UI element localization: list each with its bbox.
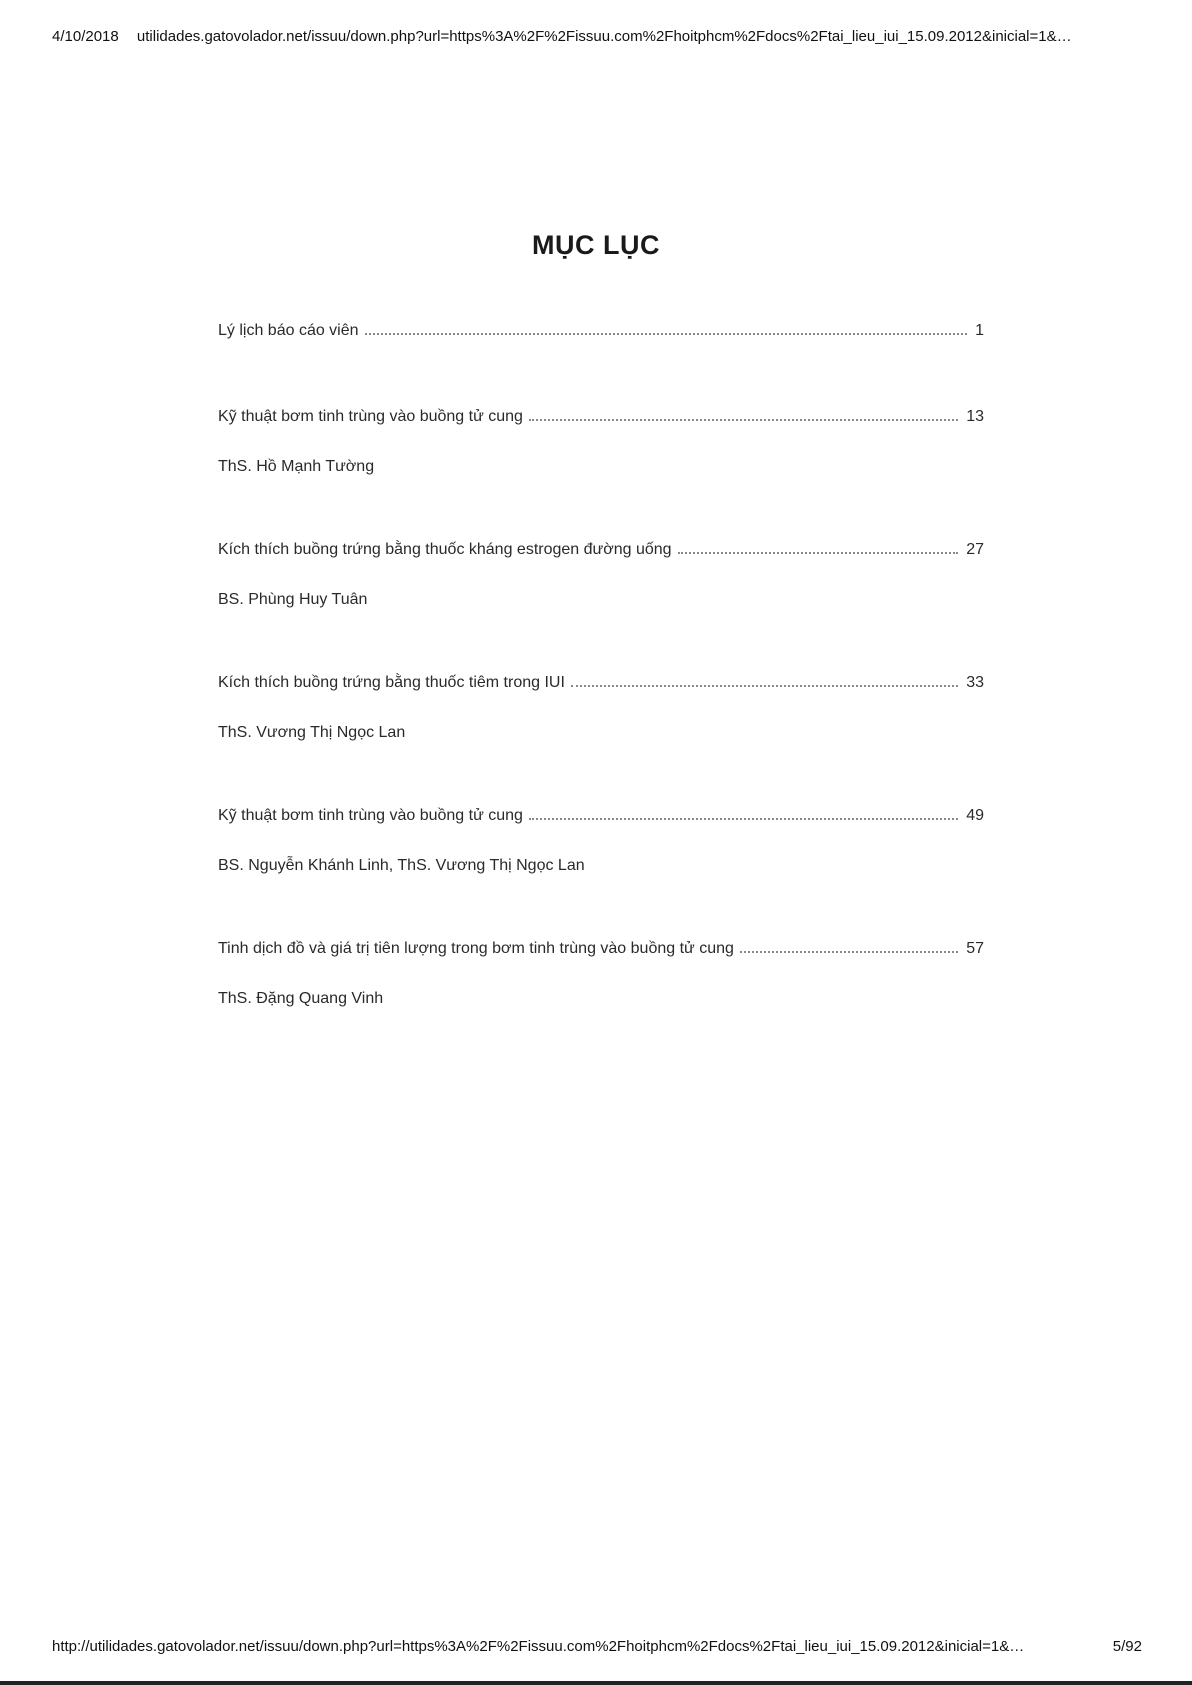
- toc-entry-title: Kỹ thuật bơm tinh trùng vào buồng tử cung: [218, 408, 523, 425]
- print-footer: [52, 1638, 1142, 1655]
- toc-entry: [218, 541, 984, 609]
- dot-leader: [529, 418, 958, 421]
- toc-page-number: 33: [966, 674, 984, 691]
- toc-entry: [218, 674, 984, 742]
- toc-line: [218, 322, 984, 344]
- page-title: MỤC LỤC: [532, 230, 660, 260]
- toc-entry-title: Kích thích buồng trứng bằng thuốc kháng estrogen đường uống: [218, 541, 672, 558]
- print-footer-url: http://utilidades.gatovolador.net/issuu/down.php?url=https%3A%2F%2Fissuu.com%2Fhoitphcm%2Fdocs%2Ftai_lieu_iui_15.09.2012&inicial=1&…: [52, 1638, 1025, 1655]
- print-date: 4/10/2018: [52, 28, 119, 45]
- toc-entry-title: Kích thích buồng trứng bằng thuốc tiêm trong IUI: [218, 674, 565, 691]
- toc-entry-title: Lý lịch báo cáo viên: [218, 322, 359, 339]
- print-header: [52, 28, 1142, 45]
- toc-entry-author: BS. Nguyễn Khánh Linh, ThS. Vương Thị Ngọc Lan: [218, 857, 585, 874]
- page-indicator: 5/92: [1112, 1638, 1142, 1655]
- toc-entry: [218, 807, 984, 875]
- toc-entry-author: BS. Phùng Huy Tuân: [218, 591, 368, 608]
- toc-page-number: 27: [966, 541, 984, 558]
- toc-entry: [218, 408, 984, 476]
- dot-leader: [571, 684, 958, 687]
- toc-entry-author: ThS. Đặng Quang Vinh: [218, 990, 384, 1007]
- toc-page-number: 1: [975, 322, 984, 339]
- dot-leader: [740, 950, 958, 953]
- bottom-rule: [0, 1681, 1192, 1685]
- toc-line: [218, 674, 984, 696]
- toc-entry-title: Kỹ thuật bơm tinh trùng vào buồng tử cung: [218, 807, 523, 824]
- dot-leader: [529, 817, 958, 820]
- toc-entry-author: ThS. Vương Thị Ngọc Lan: [218, 724, 406, 741]
- toc-page-number: 57: [966, 940, 984, 957]
- toc-line: [218, 807, 984, 829]
- toc-line: [218, 940, 984, 962]
- toc-entry: [218, 322, 984, 344]
- print-header-url: utilidades.gatovolador.net/issuu/down.php?url=https%3A%2F%2Fissuu.com%2Fhoitphcm%2Fdocs%2Ftai_lieu_iui_15.09.2012&inicial=1&…: [136, 28, 1072, 45]
- toc-entry-author: ThS. Hồ Mạnh Tường: [218, 458, 375, 475]
- toc-line: [218, 408, 984, 430]
- dot-leader: [365, 332, 968, 335]
- toc-entry-title: Tinh dịch đồ và giá trị tiên lượng trong bơm tinh trùng vào buồng tử cung: [218, 940, 734, 957]
- toc-page-number: 49: [966, 807, 984, 824]
- toc-entry: [218, 940, 984, 1008]
- toc-line: [218, 541, 984, 563]
- dot-leader: [678, 551, 959, 554]
- toc-page-number: 13: [966, 408, 984, 425]
